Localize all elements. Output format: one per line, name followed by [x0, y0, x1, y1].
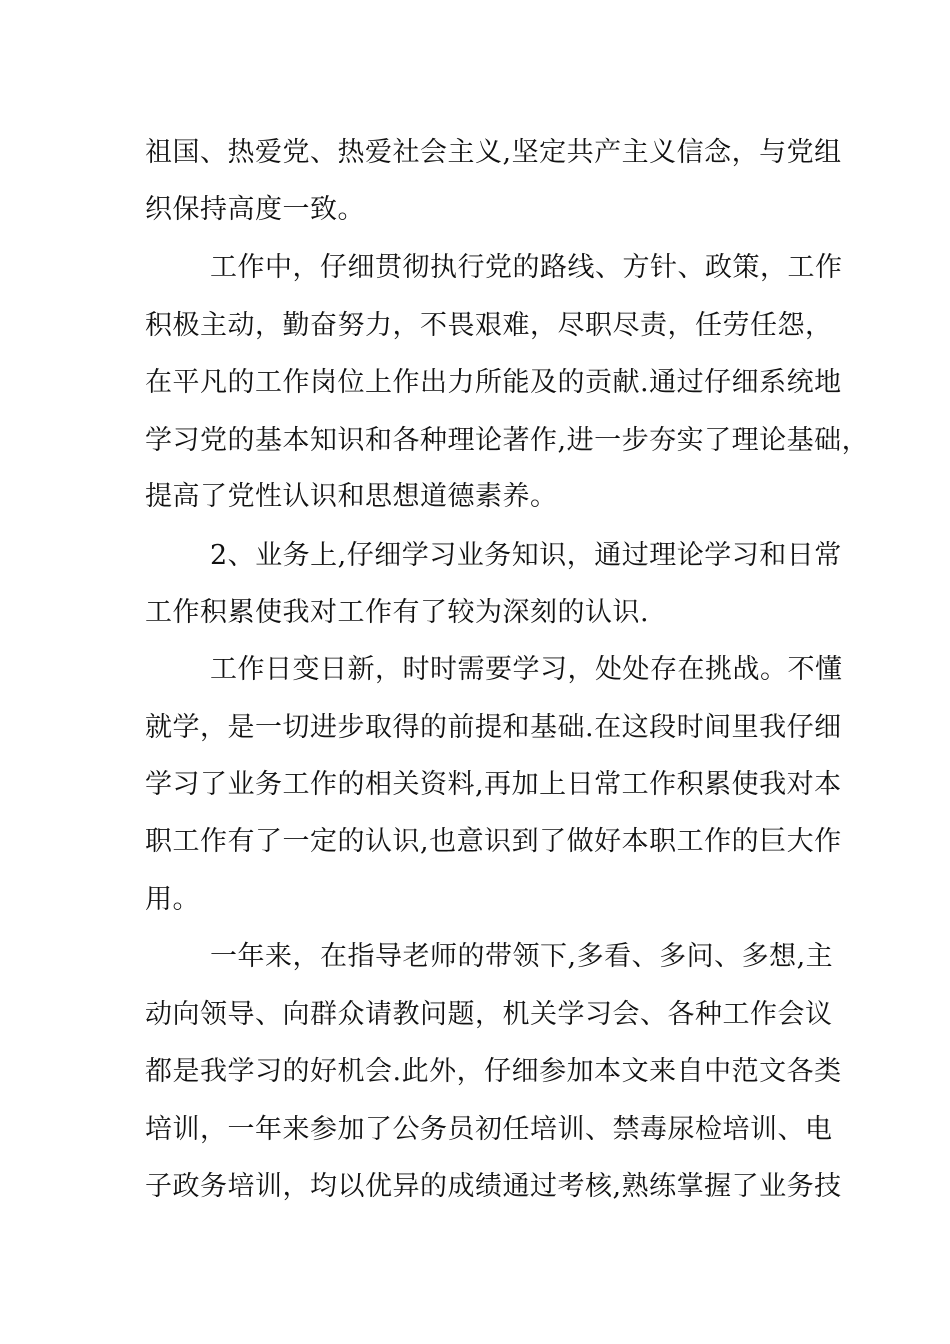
text-line: 在平凡的工作岗位上作出力所能及的贡献.通过仔细系统地: [145, 367, 842, 398]
text-line: 祖国、热爱党、热爱社会主义,坚定共产主义信念，与党组: [145, 137, 842, 168]
paragraph-start-line: 工作中，仔细贯彻执行党的路线、方针、政策，工作: [210, 252, 843, 283]
text-line: 工作积累使我对工作有了较为深刻的认识.: [145, 597, 650, 628]
text-line: 提高了党性认识和思想道德素养。: [145, 481, 558, 512]
text-line: 积极主动，勤奋努力，不畏艰难，尽职尽责，任劳任怨，: [145, 310, 833, 341]
text-line: 就学，是一切进步取得的前提和基础.在这段时间里我仔细: [145, 712, 842, 743]
paragraph-start-line: 一年来，在指导老师的带领下,多看、多问、多想,主: [210, 941, 834, 972]
text-line: 用。: [145, 884, 200, 915]
text-line: 都是我学习的好机会.此外，仔细参加本文来自中范文各类: [145, 1056, 842, 1087]
text-line: 学习了业务工作的相关资料,再加上日常工作积累使我对本: [145, 769, 842, 800]
text-line: 动向领导、向群众请教问题，机关学习会、各种工作会议: [145, 999, 833, 1030]
paragraph-start-line: 2、业务上,仔细学习业务知识，通过理论学习和日常: [210, 540, 842, 571]
text-line: 织保持高度一致。: [145, 194, 365, 225]
paragraph-start-line: 工作日变日新，时时需要学习，处处存在挑战。不懂: [210, 654, 843, 685]
text-line: 子政务培训，均以优异的成绩通过考核,熟练掌握了业务技: [145, 1171, 842, 1202]
text-line: 职工作有了一定的认识,也意识到了做好本职工作的巨大作: [145, 826, 842, 857]
text-line: 学习党的基本知识和各种理论著作,进一步夯实了理论基础，: [145, 425, 870, 456]
text-line: 培训，一年来参加了公务员初任培训、禁毒尿检培训、电: [145, 1114, 833, 1145]
